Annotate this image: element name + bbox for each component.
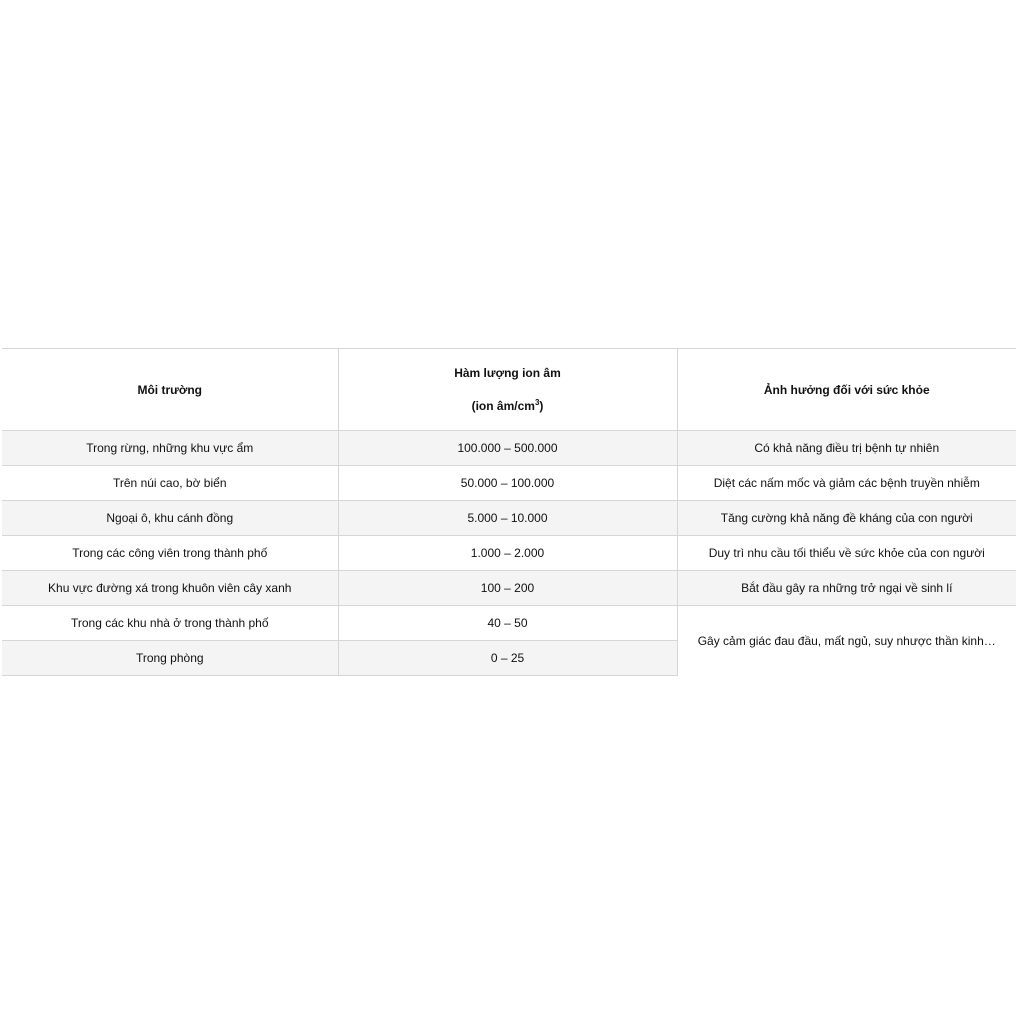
ion-content-table [2,348,1016,676]
cell-environment: Trong rừng, những khu vực ẩm [2,431,338,466]
cell-ion-value: 100.000 – 500.000 [338,431,677,466]
header-health-effect [677,349,1016,431]
cell-environment: Trên núi cao, bờ biển [2,466,338,501]
cell-health-effect: Diệt các nấm mốc và giảm các bệnh truyền nhiễm [677,466,1016,501]
header-ion-label: Hàm lượng ion âm [454,366,561,380]
cell-ion-value: 5.000 – 10.000 [338,501,677,536]
table-row [2,466,1016,501]
cell-ion-value: 40 – 50 [338,606,677,641]
cell-environment: Ngoại ô, khu cánh đồng [2,501,338,536]
cell-ion-value: 0 – 25 [338,641,677,676]
table-row [2,536,1016,571]
header-environment [2,349,338,431]
cell-ion-value: 50.000 – 100.000 [338,466,677,501]
table-row [2,571,1016,606]
cell-environment: Khu vực đường xá trong khuôn viên cây xanh [2,571,338,606]
cell-health-effect: Tăng cường khả năng đề kháng của con người [677,501,1016,536]
table-row [2,501,1016,536]
cell-health-effect: Bắt đầu gây ra những trở ngại về sinh lí [677,571,1016,606]
table-row [2,431,1016,466]
header-ion-content [338,349,677,431]
table-row [2,606,1016,641]
cell-health-effect-merged: Gây cảm giác đau đầu, mất ngủ, suy nhược thần kinh… [677,606,1016,676]
cell-ion-value: 100 – 200 [338,571,677,606]
cell-environment: Trong các công viên trong thành phố [2,536,338,571]
cell-environment: Trong các khu nhà ở trong thành phố [2,606,338,641]
cell-health-effect: Duy trì nhu cầu tối thiểu về sức khỏe của con người [677,536,1016,571]
ion-content-table-container [2,348,1016,676]
cell-ion-value: 1.000 – 2.000 [338,536,677,571]
header-health-effect-label: Ảnh hưởng đối với sức khỏe [763,382,930,397]
cell-environment: Trong phòng [2,641,338,676]
header-ion-unit: (ion $âm/cm^3$) [471,398,544,413]
header-environment-label: Môi trường [137,382,203,397]
cell-health-effect: Có khả năng điều trị bệnh tự nhiên [677,431,1016,466]
table-header-row [2,349,1016,431]
